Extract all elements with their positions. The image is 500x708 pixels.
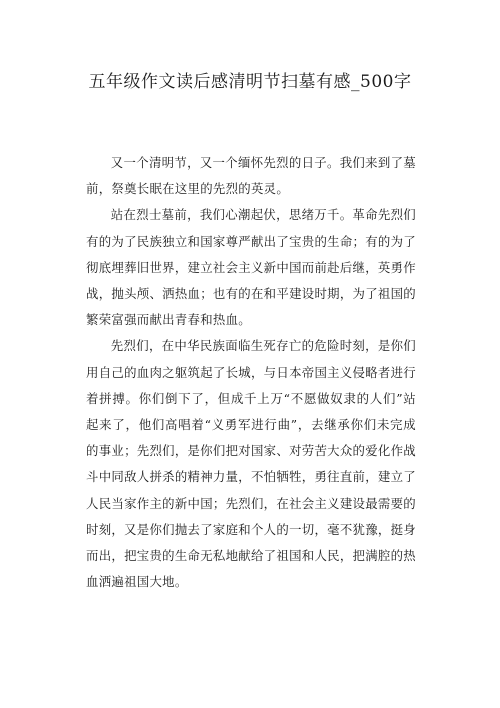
document-title: 五年级作文读后感清明节扫墓有感_500字 [88,72,412,92]
paragraph-3: 先烈们，在中华民族面临生死存亡的危险时刻，是你们用自己的血肉之躯筑起了长城，与日本帝国主义侵略者进行着拼搏。你们倒下了，但成千上万“不愿做奴隶的人们”站起来了，他们高唱着“义勇军进行曲”，去继承你们未完成的事业；先烈们，是你们把对国家、对劳苦大众的爱化作战斗中同敌人拼杀的精神力量，不怕牺牲，勇往直前，建立了人民当家作主的新中国；先烈们，在社会主义建设最需要的时刻，又是你们抛去了家庭和个人的一切，毫不犹豫，挺身而出，把宝贵的生命无私地献给了祖国和人民，把满腔的热血洒遍祖国大地。 [86,338,416,590]
paragraph-2: 站在烈士墓前，我们心潮起伏，思绪万千。革命先烈们有的为了民族独立和国家尊严献出了宝贵的生命；有的为了彻底埋葬旧世界，建立社会主义新中国而前赴后继，英勇作战，抛头颅、洒热血；也有的在和平建设时期，为了祖国的繁荣富强而献出青春和热血。 [86,207,416,328]
paragraph-1: 又一个清明节，又一个缅怀先烈的日子。我们来到了墓前，祭奠长眠在这里的先烈的英灵。 [86,155,416,197]
document-body [86,150,416,595]
